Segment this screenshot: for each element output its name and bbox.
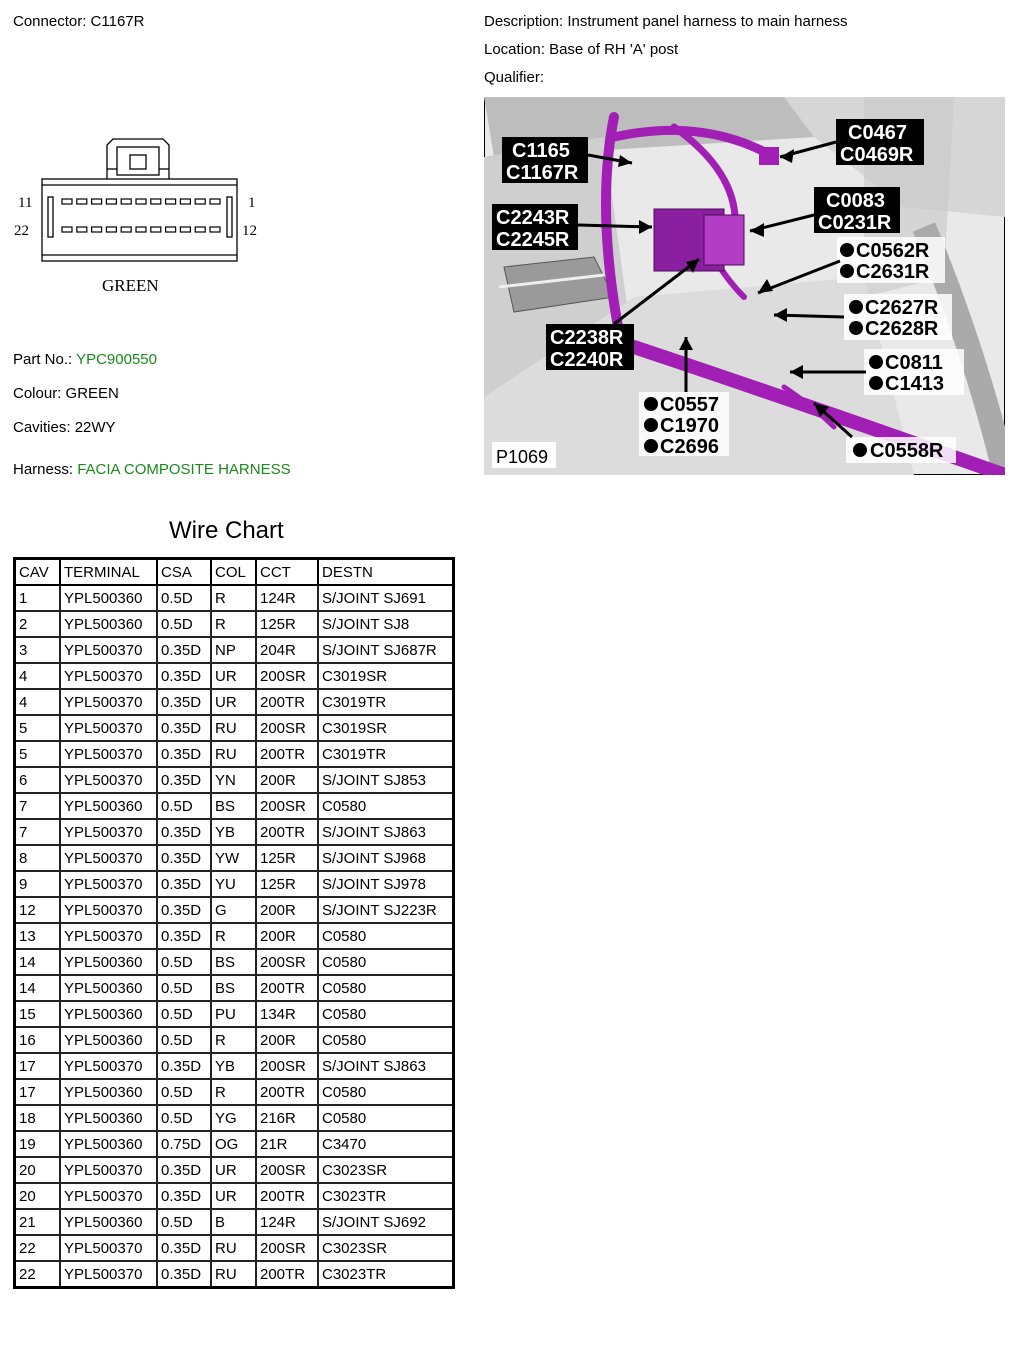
cell-terminal: YPL500360 — [60, 611, 157, 637]
cell-cct: 134R — [256, 1001, 318, 1027]
cell-destn: C3023TR — [318, 1183, 454, 1209]
harness-value: FACIA COMPOSITE HARNESS — [77, 461, 291, 478]
cell-cav: 17 — [15, 1053, 61, 1079]
pin-label-1: 1 — [248, 195, 256, 211]
cell-cav: 19 — [15, 1131, 61, 1157]
cell-csa: 0.35D — [157, 637, 211, 663]
photo-label-c2696: C2696 — [660, 436, 719, 458]
table-row — [15, 871, 454, 897]
cell-terminal: YPL500370 — [60, 1183, 157, 1209]
description-label: Description: — [484, 13, 564, 30]
cell-cct: 124R — [256, 1209, 318, 1235]
pin-cavity — [166, 199, 176, 204]
cell-cav: 4 — [15, 663, 61, 689]
cell-terminal: YPL500370 — [60, 637, 157, 663]
cell-csa: 0.35D — [157, 1261, 211, 1288]
cell-col: YB — [211, 1053, 256, 1079]
cell-csa: 0.5D — [157, 975, 211, 1001]
table-row — [15, 585, 454, 611]
cell-terminal: YPL500370 — [60, 871, 157, 897]
cell-destn: C3019SR — [318, 663, 454, 689]
qualifier-line — [484, 69, 544, 86]
cell-destn: C0580 — [318, 793, 454, 819]
photo-label-c2631r: C2631R — [856, 261, 930, 283]
table-row — [15, 741, 454, 767]
table-row — [15, 1183, 454, 1209]
pin-cavity — [121, 227, 131, 232]
cell-col: RU — [211, 1261, 256, 1288]
table-row — [15, 819, 454, 845]
table-row — [15, 1261, 454, 1288]
cell-cav: 5 — [15, 715, 61, 741]
cell-terminal: YPL500360 — [60, 585, 157, 611]
cell-terminal: YPL500370 — [60, 741, 157, 767]
pin-cavity — [62, 227, 72, 232]
photo-label-c2245r: C2245R — [496, 229, 570, 251]
cell-cct: 200R — [256, 767, 318, 793]
cell-csa: 0.5D — [157, 585, 211, 611]
pin-label-11: 11 — [18, 195, 33, 211]
cell-cct: 200SR — [256, 949, 318, 975]
photo-label-c1970: C1970 — [660, 415, 719, 437]
photo-label-c1413: C1413 — [885, 373, 944, 395]
table-row — [15, 611, 454, 637]
cell-terminal: YPL500360 — [60, 1209, 157, 1235]
cell-col: OG — [211, 1131, 256, 1157]
cell-terminal: YPL500360 — [60, 975, 157, 1001]
cell-destn: S/JOINT SJ687R — [318, 637, 454, 663]
cell-csa: 0.5D — [157, 949, 211, 975]
cell-csa: 0.35D — [157, 1235, 211, 1261]
photo-label-c0469r: C0469R — [840, 144, 914, 166]
pin-label-22: 22 — [14, 223, 29, 239]
cell-cav: 14 — [15, 949, 61, 975]
photo-label-c1167r: C1167R — [506, 162, 579, 184]
cell-terminal: YPL500360 — [60, 1105, 157, 1131]
cell-cct: 200SR — [256, 1235, 318, 1261]
cell-csa: 0.35D — [157, 819, 211, 845]
table-row — [15, 975, 454, 1001]
photo-label-c0231r: C0231R — [818, 212, 892, 234]
cell-destn: C3019TR — [318, 741, 454, 767]
cell-csa: 0.35D — [157, 715, 211, 741]
cell-col: R — [211, 585, 256, 611]
cell-cct: 200TR — [256, 819, 318, 845]
cell-csa: 0.35D — [157, 663, 211, 689]
pin-cavity — [166, 227, 176, 232]
wire-chart-title: Wire Chart — [169, 517, 284, 544]
table-row — [15, 1027, 454, 1053]
cell-terminal: YPL500370 — [60, 1053, 157, 1079]
cell-destn: S/JOINT SJ853 — [318, 767, 454, 793]
harness-line — [13, 461, 291, 478]
cell-cav: 5 — [15, 741, 61, 767]
cell-csa: 0.5D — [157, 1001, 211, 1027]
table-row — [15, 793, 454, 819]
cell-destn: S/JOINT SJ968 — [318, 845, 454, 871]
cell-csa: 0.35D — [157, 767, 211, 793]
cell-cav: 7 — [15, 793, 61, 819]
cell-cct: 125R — [256, 611, 318, 637]
cell-csa: 0.35D — [157, 741, 211, 767]
cell-terminal: YPL500360 — [60, 1001, 157, 1027]
cell-cav: 12 — [15, 897, 61, 923]
cell-destn: S/JOINT SJ978 — [318, 871, 454, 897]
cell-terminal: YPL500370 — [60, 923, 157, 949]
cell-csa: 0.5D — [157, 611, 211, 637]
cell-terminal: YPL500360 — [60, 1131, 157, 1157]
cell-col: YW — [211, 845, 256, 871]
pin-cavity — [106, 199, 116, 204]
cell-csa: 0.35D — [157, 1157, 211, 1183]
table-row — [15, 689, 454, 715]
header-cct: CCT — [256, 559, 318, 586]
cell-cct: 200TR — [256, 975, 318, 1001]
pin-cavity — [180, 199, 190, 204]
pin-cavity — [77, 227, 87, 232]
connector-face-diagram — [10, 135, 270, 305]
cell-terminal: YPL500360 — [60, 1079, 157, 1105]
cell-destn: C3023SR — [318, 1235, 454, 1261]
header-cav: CAV — [15, 559, 61, 586]
pin-cavity — [210, 227, 220, 232]
cell-destn: S/JOINT SJ691 — [318, 585, 454, 611]
cell-cct: 200TR — [256, 1079, 318, 1105]
cell-col: RU — [211, 715, 256, 741]
pin-cavity — [151, 199, 161, 204]
cell-cav: 1 — [15, 585, 61, 611]
photo-label-c0083: C0083 — [826, 190, 885, 212]
cell-col: YB — [211, 819, 256, 845]
table-row — [15, 1131, 454, 1157]
qualifier-label: Qualifier: — [484, 69, 545, 86]
cell-destn: C0580 — [318, 975, 454, 1001]
cell-csa: 0.5D — [157, 1027, 211, 1053]
cell-destn: C0580 — [318, 1027, 454, 1053]
cell-cav: 9 — [15, 871, 61, 897]
table-row — [15, 1053, 454, 1079]
cell-cct: 124R — [256, 585, 318, 611]
header-destn: DESTN — [318, 559, 454, 586]
cell-col: RU — [211, 1235, 256, 1261]
cell-col: R — [211, 1027, 256, 1053]
wire-chart-table — [13, 557, 455, 1289]
cavities-value: 22WY — [74, 419, 116, 436]
cell-terminal: YPL500370 — [60, 663, 157, 689]
cell-csa: 0.5D — [157, 1105, 211, 1131]
location-label: Location: — [484, 41, 545, 58]
connector-line — [13, 13, 144, 30]
cell-terminal: YPL500370 — [60, 819, 157, 845]
cell-csa: 0.75D — [157, 1131, 211, 1157]
cell-col: UR — [211, 1157, 256, 1183]
photo-label-c0562r: C0562R — [856, 240, 930, 262]
cell-cav: 15 — [15, 1001, 61, 1027]
photo-reference: P1069 — [496, 447, 549, 467]
photo-label-c2628r: C2628R — [865, 318, 939, 340]
cell-csa: 0.35D — [157, 871, 211, 897]
cell-col: BS — [211, 975, 256, 1001]
location-line — [484, 41, 678, 58]
cell-cav: 8 — [15, 845, 61, 871]
pin-cavity — [121, 199, 131, 204]
table-row — [15, 637, 454, 663]
table-row — [15, 1105, 454, 1131]
cell-csa: 0.35D — [157, 1183, 211, 1209]
cell-col: UR — [211, 689, 256, 715]
header-terminal: TERMINAL — [60, 559, 157, 586]
cell-terminal: YPL500370 — [60, 689, 157, 715]
cell-destn: C3470 — [318, 1131, 454, 1157]
cell-cav: 17 — [15, 1079, 61, 1105]
cell-col: YU — [211, 871, 256, 897]
cell-csa: 0.5D — [157, 1209, 211, 1235]
pin-cavity — [136, 227, 146, 232]
cell-terminal: YPL500370 — [60, 845, 157, 871]
pin-cavity — [77, 199, 87, 204]
location-value: Base of RH 'A' post — [549, 41, 679, 58]
cell-terminal: YPL500360 — [60, 949, 157, 975]
cell-terminal: YPL500370 — [60, 897, 157, 923]
cell-col: PU — [211, 1001, 256, 1027]
cell-destn: C3023SR — [318, 1157, 454, 1183]
table-row — [15, 663, 454, 689]
cell-cct: 200TR — [256, 1261, 318, 1288]
cell-col: R — [211, 923, 256, 949]
cell-destn: S/JOINT SJ692 — [318, 1209, 454, 1235]
cell-destn: C0580 — [318, 1079, 454, 1105]
part-no-label: Part No.: — [13, 351, 73, 368]
header-col: COL — [211, 559, 256, 586]
harness-label: Harness: — [13, 461, 74, 478]
cell-terminal: YPL500360 — [60, 1027, 157, 1053]
table-row — [15, 1001, 454, 1027]
cell-cct: 200SR — [256, 663, 318, 689]
cell-col: R — [211, 611, 256, 637]
cell-cav: 14 — [15, 975, 61, 1001]
pin-label-12: 12 — [242, 223, 257, 239]
cell-cav: 3 — [15, 637, 61, 663]
cell-terminal: YPL500370 — [60, 1235, 157, 1261]
table-row — [15, 897, 454, 923]
part-no-line — [13, 351, 157, 368]
cell-cav: 20 — [15, 1157, 61, 1183]
cell-cct: 200SR — [256, 715, 318, 741]
cell-cct: 200TR — [256, 741, 318, 767]
cell-cct: 200SR — [256, 1157, 318, 1183]
cell-csa: 0.35D — [157, 689, 211, 715]
cell-cav: 7 — [15, 819, 61, 845]
table-row — [15, 715, 454, 741]
cell-csa: 0.35D — [157, 1053, 211, 1079]
photo-label-c0811: C0811 — [885, 352, 943, 374]
cell-csa: 0.35D — [157, 897, 211, 923]
pin-cavity — [180, 227, 190, 232]
cell-cav: 22 — [15, 1261, 61, 1288]
cell-cav: 4 — [15, 689, 61, 715]
cell-cct: 204R — [256, 637, 318, 663]
photo-label-c1165: C1165 — [512, 140, 570, 162]
table-row — [15, 1157, 454, 1183]
cell-destn: S/JOINT SJ863 — [318, 1053, 454, 1079]
header-csa: CSA — [157, 559, 211, 586]
connector-color-label: GREEN — [102, 276, 159, 295]
cell-destn: C3019TR — [318, 689, 454, 715]
description-value: Instrument panel harness to main harness — [567, 13, 848, 30]
cell-terminal: YPL500370 — [60, 767, 157, 793]
table-row — [15, 1079, 454, 1105]
table-row — [15, 923, 454, 949]
colour-line — [13, 385, 119, 402]
cell-csa: 0.35D — [157, 845, 211, 871]
table-row — [15, 949, 454, 975]
cell-destn: C0580 — [318, 923, 454, 949]
cavities-line — [13, 419, 116, 436]
cell-col: R — [211, 1079, 256, 1105]
cell-cav: 20 — [15, 1183, 61, 1209]
colour-label: Colour: — [13, 385, 62, 402]
cell-csa: 0.5D — [157, 793, 211, 819]
cell-cct: 200TR — [256, 689, 318, 715]
cell-cct: 125R — [256, 845, 318, 871]
pin-cavity — [210, 199, 220, 204]
cavities-label: Cavities: — [13, 419, 71, 436]
cell-cct: 200TR — [256, 1183, 318, 1209]
cell-col: YG — [211, 1105, 256, 1131]
photo-label-c0558r: C0558R — [870, 440, 944, 462]
photo-label-c2243r: C2243R — [496, 207, 570, 229]
cell-col: RU — [211, 741, 256, 767]
table-header-row — [15, 559, 454, 586]
cell-destn: S/JOINT SJ223R — [318, 897, 454, 923]
pin-cavity — [92, 199, 102, 204]
cell-col: YN — [211, 767, 256, 793]
table-row — [15, 767, 454, 793]
cell-cct: 216R — [256, 1105, 318, 1131]
cell-cct: 200SR — [256, 1053, 318, 1079]
cell-cav: 16 — [15, 1027, 61, 1053]
photo-label-c2627r: C2627R — [865, 297, 939, 319]
cell-destn: S/JOINT SJ863 — [318, 819, 454, 845]
cell-cct: 125R — [256, 871, 318, 897]
pin-cavity — [92, 227, 102, 232]
connector-location-photo — [484, 97, 1005, 475]
cell-col: BS — [211, 949, 256, 975]
table-row — [15, 845, 454, 871]
cell-terminal: YPL500370 — [60, 1157, 157, 1183]
cell-cav: 18 — [15, 1105, 61, 1131]
cell-destn: C0580 — [318, 949, 454, 975]
cell-col: B — [211, 1209, 256, 1235]
colour-value: GREEN — [65, 385, 119, 402]
cell-cav: 2 — [15, 611, 61, 637]
photo-label-c0467: C0467 — [848, 122, 907, 144]
description-line — [484, 13, 848, 30]
cell-cav: 21 — [15, 1209, 61, 1235]
connector-value: C1167R — [90, 13, 145, 30]
cell-destn: C0580 — [318, 1001, 454, 1027]
pin-cavity — [195, 227, 205, 232]
photo-label-c2238r: C2238R — [550, 327, 624, 349]
cell-csa: 0.35D — [157, 923, 211, 949]
table-row — [15, 1209, 454, 1235]
pin-cavity — [136, 199, 146, 204]
cell-cav: 6 — [15, 767, 61, 793]
cell-csa: 0.5D — [157, 1079, 211, 1105]
cell-col: UR — [211, 1183, 256, 1209]
pin-cavity — [62, 199, 72, 204]
part-no-value: YPC900550 — [76, 351, 157, 368]
cell-destn: S/JOINT SJ8 — [318, 611, 454, 637]
cell-terminal: YPL500360 — [60, 793, 157, 819]
table-row — [15, 1235, 454, 1261]
pin-cavity — [106, 227, 116, 232]
cell-cav: 22 — [15, 1235, 61, 1261]
photo-label-c2240r: C2240R — [550, 349, 624, 371]
cell-col: NP — [211, 637, 256, 663]
pin-cavity — [195, 199, 205, 204]
connector-label: Connector: — [13, 13, 87, 30]
cell-destn: C3023TR — [318, 1261, 454, 1288]
cell-cct: 200SR — [256, 793, 318, 819]
cell-col: UR — [211, 663, 256, 689]
cell-cct: 21R — [256, 1131, 318, 1157]
pin-cavity — [151, 227, 161, 232]
cell-cct: 200R — [256, 1027, 318, 1053]
cell-destn: C0580 — [318, 1105, 454, 1131]
cell-cct: 200R — [256, 923, 318, 949]
cell-terminal: YPL500370 — [60, 1261, 157, 1288]
cell-col: G — [211, 897, 256, 923]
cell-cct: 200R — [256, 897, 318, 923]
cell-destn: C3019SR — [318, 715, 454, 741]
cell-terminal: YPL500370 — [60, 715, 157, 741]
cell-col: BS — [211, 793, 256, 819]
photo-label-c0557: C0557 — [660, 394, 719, 416]
cell-cav: 13 — [15, 923, 61, 949]
